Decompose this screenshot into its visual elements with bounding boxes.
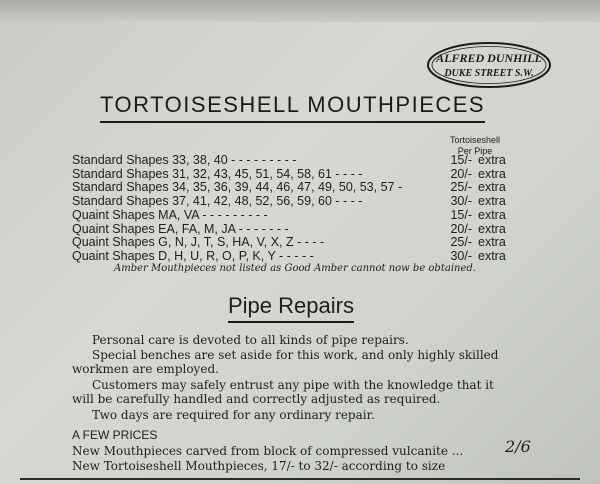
few-prices-item-1: New Mouthpieces carved from block of compressed vulcanite ... — [72, 444, 464, 458]
repairs-paragraph-2-line-1: Special benches are set aside for this work, and only highly skilled — [92, 348, 499, 362]
row-description: Quaint Shapes D, H, U, R, O, P, K, Y - - - - - — [72, 248, 314, 263]
row-price: 25/- — [450, 180, 472, 195]
column-header-line-2: Per Pipe — [457, 146, 493, 156]
row-price: 15/- — [450, 207, 472, 222]
logo-line-1: ALFRED DUNHILL — [436, 51, 542, 65]
amber-note: Amber Mouthpieces not listed as Good Amber cannot now be obtained. — [114, 263, 476, 274]
logo-oval-icon — [425, 40, 553, 90]
repairs-paragraph-3-line-2: will be carefully handled and correctly adjusted as required. — [72, 392, 441, 406]
row-description: Quaint Shapes EA, FA, M, JA - - - - - - - — [72, 221, 289, 236]
row-extra: extra — [478, 153, 506, 167]
table-row — [72, 236, 506, 250]
section-title-repairs: Pipe Repairs — [228, 293, 354, 323]
row-extra: extra — [478, 221, 506, 236]
row-description: Standard Shapes 34, 35, 36, 39, 44, 46, 47, 49, 50, 53, 57 - — [72, 180, 403, 195]
logo-line-2: DUKE STREET S.W. — [444, 68, 534, 79]
table-row — [72, 195, 506, 209]
dunhill-logo — [425, 40, 553, 90]
page-title: TORTOISESHELL MOUTHPIECES — [100, 92, 485, 123]
mouthpiece-price-table — [72, 154, 506, 264]
page-top-edge — [0, 0, 600, 22]
few-prices-item-2: New Tortoiseshell Mouthpieces, 17/- to 32/- according to size — [72, 459, 446, 473]
row-price: 25/- — [450, 235, 472, 250]
table-row — [72, 154, 506, 168]
row-description: Standard Shapes 33, 38, 40 - - - - - - - - - — [72, 153, 297, 167]
row-extra: extra — [478, 194, 506, 209]
row-price: 20/- — [450, 221, 472, 236]
table-row — [72, 223, 506, 237]
row-price: 30/- — [450, 194, 472, 209]
row-extra: extra — [478, 180, 506, 195]
table-row — [72, 168, 506, 182]
row-extra: extra — [478, 235, 506, 250]
repairs-paragraph-1: Personal care is devoted to all kinds of pipe repairs. — [92, 333, 409, 347]
table-row — [72, 250, 506, 264]
row-description: Quaint Shapes G, N, J, T, S, HA, V, X, Z - - - - — [72, 235, 325, 250]
row-description: Quaint Shapes MA, VA - - - - - - - - - — [72, 207, 268, 222]
table-row — [72, 209, 506, 223]
row-price: 15/- — [450, 153, 472, 167]
row-extra: extra — [478, 248, 506, 263]
repairs-paragraph-3-line-1: Customers may safely entrust any pipe with the knowledge that it — [92, 378, 494, 392]
few-prices-item-1-price: 2/6 — [505, 437, 531, 456]
row-description: Standard Shapes 37, 41, 42, 48, 52, 56, 59, 60 - - - - — [72, 194, 363, 209]
row-price: 20/- — [450, 166, 472, 181]
row-description: Standard Shapes 31, 32, 43, 45, 51, 54, 58, 61 - - - - — [72, 166, 363, 181]
bottom-divider — [20, 478, 580, 480]
row-extra: extra — [478, 207, 506, 222]
repairs-paragraph-2-line-2: workmen are employed. — [72, 362, 219, 376]
table-row — [72, 181, 506, 195]
column-header-line-1: Tortoiseshell — [449, 135, 501, 145]
row-extra: extra — [478, 166, 506, 181]
repairs-paragraph-4: Two days are required for any ordinary repair. — [92, 408, 375, 422]
few-prices-heading: A FEW PRICES — [72, 428, 158, 442]
row-price: 30/- — [450, 248, 472, 263]
